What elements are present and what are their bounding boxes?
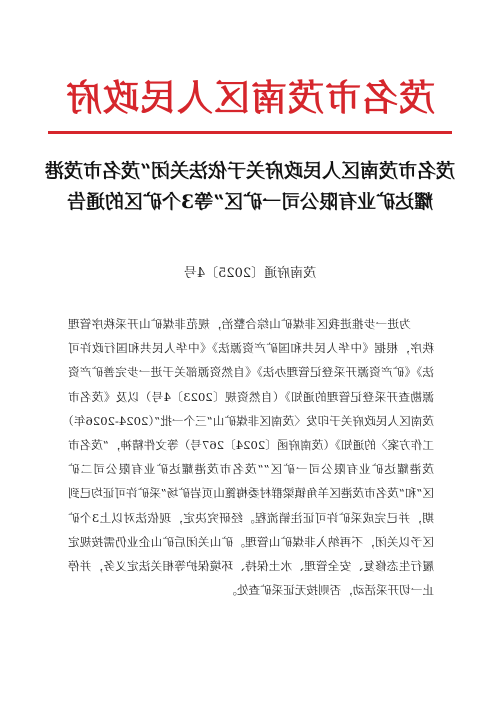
notice-paragraph: 为进一步推进我区非煤矿山综合整治，规范非煤矿山开采秩序管理秩序，根据《中华人民共和国矿产资源法》《中华人民共和国行政许可法》《矿产资源开采登记管理办法》《自然资源部关于进一步完善矿产资源勘查开采登记管理的通知》（自然资规〔2023〕4号）以及《茂名市茂南区人民政府关于印发〈茂南区非煤矿山“三个一批”（2024-2026年）工作方案〉的通知》（茂南府函〔2024〕267号）等文件精神，“茂名市茂港耀达矿业有限公司一矿区”“茂名市茂港耀达矿业有限公司二矿区”和“茂名市茂港区羊角镇梁群村委梅篦山页岩矿场”采矿许可证均已到期，并已完成采矿许可证注销流程。经研究决定，现依法对以上3个矿区予以关闭，不再纳入非煤矿山管理。矿山关闭后矿山企业仍需按规定履行生态修复、安全管理、水土保持、环境保护等相关法定义务，并停止一切开采活动，否则按无证采矿查处。 [68, 317, 434, 598]
government-header: 茂名市茂南区人民政府 [65, 77, 436, 119]
notice-title: 茂名市茂南区人民政府关于依法关闭“茂名市茂港耀达矿业有限公司一矿区”等3个矿区的通告 [45, 160, 455, 213]
notice-body [68, 312, 434, 602]
document-number: 茂南府通〔2025〕4号 [183, 266, 317, 281]
red-divider-line [48, 131, 452, 134]
